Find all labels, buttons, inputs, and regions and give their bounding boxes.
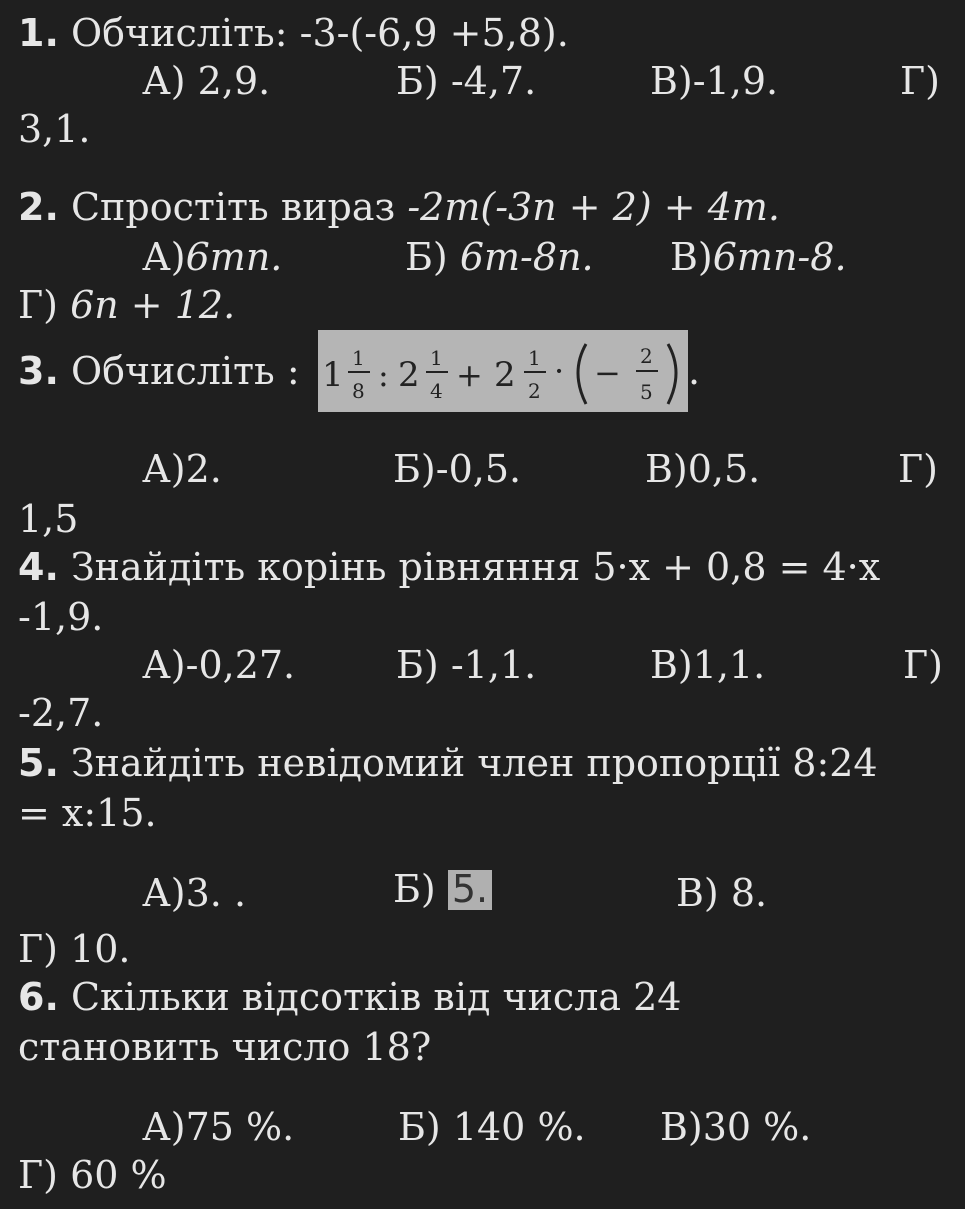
question-6 xyxy=(18,975,682,1019)
q3-option-g-label: Г) xyxy=(898,447,938,491)
question-1 xyxy=(18,11,569,55)
math-n2-num: 1 xyxy=(430,346,443,370)
q6-option-a: А)75 %. xyxy=(142,1105,295,1149)
q4-option-g-value: -2,7. xyxy=(18,691,104,735)
question-2-number: 2. xyxy=(18,185,59,229)
question-6-number: 6. xyxy=(18,975,59,1019)
q2-option-b-label: Б) xyxy=(405,235,460,279)
math-right-paren xyxy=(668,344,676,404)
math-minus: − xyxy=(594,354,621,392)
question-4-text-cont: -1,9. xyxy=(18,595,104,639)
q2-option-b-value: 6m-8n. xyxy=(459,235,594,279)
math-n3-num: 1 xyxy=(528,346,541,370)
q2-option-g-value: 6n + 12. xyxy=(70,283,236,327)
q2-option-v-label: В) xyxy=(670,235,713,279)
q5-option-b-highlighted-value: 5. xyxy=(448,870,492,910)
q5-option-b-label: Б) xyxy=(393,867,448,911)
math-n1-whole: 1 xyxy=(322,355,344,395)
math-n2-whole: 2 xyxy=(398,355,420,395)
math-n1-num: 1 xyxy=(352,346,365,370)
q2-option-v-value: 6mn-8. xyxy=(712,235,847,279)
q5-option-g: Г) 10. xyxy=(18,927,131,971)
q1-option-g-value: 3,1. xyxy=(18,107,91,151)
question-5-text: Знайдіть невідомий член пропорції 8:24 xyxy=(58,741,878,785)
math-n1-den: 8 xyxy=(352,379,365,403)
question-2-text: Спростіть вираз xyxy=(58,185,408,229)
math-n2-den: 4 xyxy=(430,379,443,403)
q3-option-a: А)2. xyxy=(142,447,222,491)
q4-option-a: А)-0,27. xyxy=(142,643,296,687)
q1-option-v: В)-1,9. xyxy=(650,59,779,103)
question-1-number: 1. xyxy=(18,11,59,55)
q2-option-a-label: А) xyxy=(142,235,186,279)
question-3 xyxy=(18,349,300,393)
question-2 xyxy=(18,185,780,229)
question-5-text-cont: = x:15. xyxy=(18,791,157,835)
math-op-plus: + xyxy=(456,356,483,394)
q4-option-g-label: Г) xyxy=(903,643,943,687)
question-3-number: 3. xyxy=(18,349,59,393)
question-3-text: Обчисліть : xyxy=(58,349,300,393)
question-2-expression: -2m(-3n + 2) + 4m. xyxy=(407,185,780,229)
math-n3-whole: 2 xyxy=(494,355,516,395)
math-op-multiply: · xyxy=(554,352,565,390)
q2-option-g-label: Г) xyxy=(18,283,71,327)
q2-option-b xyxy=(405,235,594,279)
question-6-text-cont: становить число 18? xyxy=(18,1025,432,1069)
question-4-number: 4. xyxy=(18,545,59,589)
q4-option-v: В)1,1. xyxy=(650,643,766,687)
math-n3-den: 2 xyxy=(528,379,541,403)
q6-option-g: Г) 60 % xyxy=(18,1153,167,1197)
question-4-text: Знайдіть корінь рівняння 5·x + 0,8 = 4·x xyxy=(58,545,881,589)
q6-option-v: В)30 %. xyxy=(660,1105,812,1149)
question-4 xyxy=(18,545,881,589)
q2-option-a-value: 6mn. xyxy=(185,235,283,279)
math-n4-num: 2 xyxy=(640,344,653,368)
q2-option-g xyxy=(18,283,236,327)
question-1-text: Обчисліть: -3-(-6,9 +5,8). xyxy=(58,11,569,55)
q5-option-v: В) 8. xyxy=(676,871,768,915)
q6-option-b: Б) 140 %. xyxy=(398,1105,586,1149)
question-6-text: Скільки відсотків від числа 24 xyxy=(58,975,682,1019)
q4-option-b: Б) -1,1. xyxy=(396,643,537,687)
q3-option-g-value: 1,5 xyxy=(18,497,79,541)
question-5 xyxy=(18,741,878,785)
q2-option-a xyxy=(142,235,283,279)
math-n4-den: 5 xyxy=(640,380,653,404)
q1-option-b: Б) -4,7. xyxy=(396,59,537,103)
q5-option-b xyxy=(393,867,492,911)
q2-option-v xyxy=(670,235,847,279)
q3-option-b: Б)-0,5. xyxy=(393,447,522,491)
q3-option-v: В)0,5. xyxy=(645,447,761,491)
question-3-trailing-period: . xyxy=(688,349,701,393)
q1-option-g-label: Г) xyxy=(900,59,940,103)
question-5-number: 5. xyxy=(18,741,59,785)
math-op-divide: : xyxy=(378,356,389,394)
q5-option-a: А)3. . xyxy=(142,871,247,915)
q1-option-a: А) 2,9. xyxy=(142,59,271,103)
math-expression-image xyxy=(318,330,688,412)
math-left-paren xyxy=(578,344,586,404)
